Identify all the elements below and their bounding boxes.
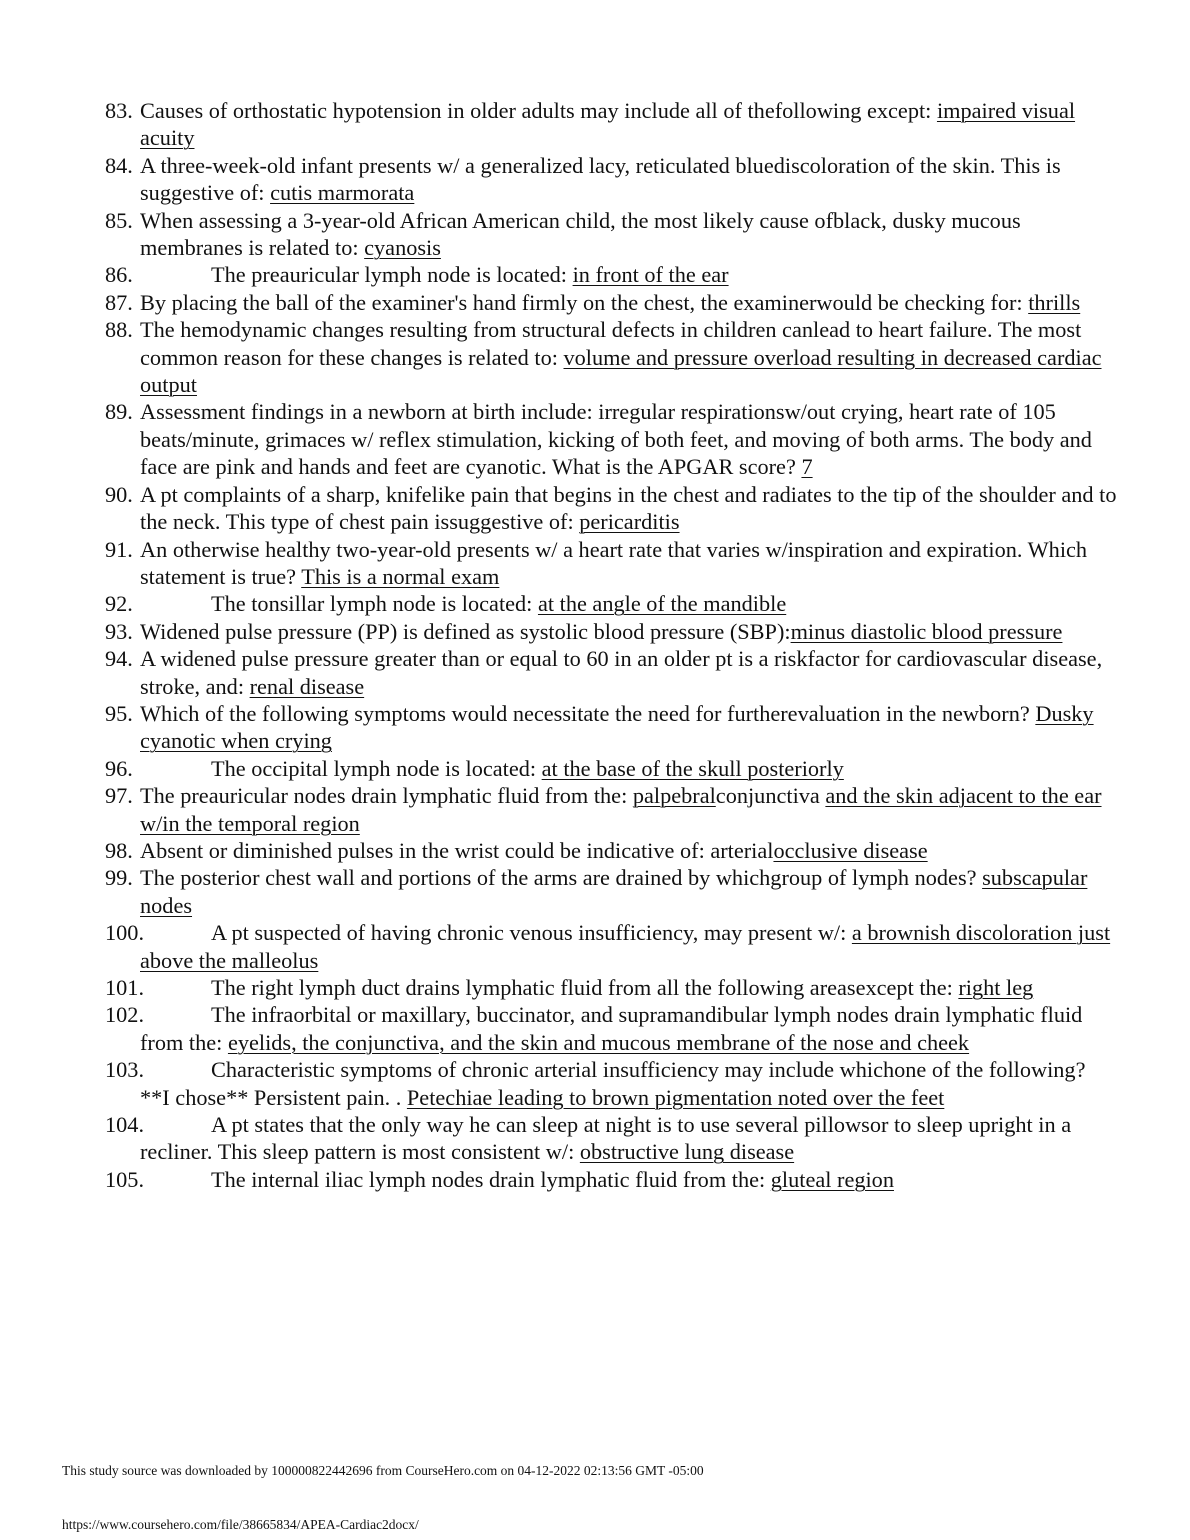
list-item xyxy=(105,152,1120,207)
list-item xyxy=(105,974,1120,1001)
answer-text: thrills xyxy=(1028,289,1081,315)
answer-text: occlusive disease xyxy=(773,837,928,863)
question-text xyxy=(140,701,1094,753)
item-number: 85. xyxy=(105,207,133,233)
item-number: 84. xyxy=(105,152,133,178)
answer-text: cyanosis xyxy=(364,235,441,261)
question-body: The preauricular nodes drain lymphatic fluid from the: xyxy=(140,783,633,809)
answer-text: pericarditis xyxy=(579,509,680,535)
answer-text: This is a normal exam xyxy=(301,563,500,589)
answer-text-continued: and the skin adjacent to the ear w/in the temporal region xyxy=(140,783,1102,836)
question-body: The preauricular lymph node is located: xyxy=(211,262,573,288)
answer-text: volume and pressure overload resulting in decreased cardiac output xyxy=(140,344,1102,398)
question-body: A pt complaints of a sharp, knifelike pain that begins in the chest and radiates to the tip of the shoulder and to the neck. This type of chest pain issuggestive of: xyxy=(140,481,1117,535)
source-url: https://www.coursehero.com/file/38665834/APEA-Cardiac2docx/ xyxy=(62,1517,419,1532)
question-body: Causes of orthostatic hypotension in older adults may include all of thefollowing except: xyxy=(140,98,937,123)
item-number: 94. xyxy=(105,646,133,672)
answer-text: impaired visual acuity xyxy=(140,98,1076,151)
question-text xyxy=(140,317,1102,397)
question-body: A pt suspected of having chronic venous insufficiency, may present w/: xyxy=(211,920,852,946)
item-number: 101. xyxy=(105,975,145,1000)
item-number: 91. xyxy=(105,536,133,562)
item-number: 87. xyxy=(105,289,133,315)
list-item xyxy=(105,755,1120,782)
question-text xyxy=(140,783,1102,835)
question-text xyxy=(140,1001,1120,1056)
question-text xyxy=(140,290,1080,315)
question-text xyxy=(140,399,1092,479)
question-text xyxy=(140,482,1117,534)
item-number: 96. xyxy=(105,755,133,781)
question-text xyxy=(140,261,1120,288)
answer-text: a brownish discoloration just above the malleolus xyxy=(140,920,1111,973)
list-item xyxy=(105,618,1120,645)
download-notice: This study source was downloaded by 100000822442696 from CourseHero.com on 04-12-2022 02:13:56 GMT -05:00 xyxy=(62,1463,704,1478)
question-body: Characteristic symptoms of chronic arterial insufficiency may include whichone of the following? **I chose** Persistent pain. . xyxy=(140,1057,1086,1110)
question-text xyxy=(140,590,1120,617)
list-item xyxy=(105,864,1120,919)
answer-text: eyelids, the conjunctiva, and the skin and mucous membrane of the nose and cheek xyxy=(227,1029,970,1055)
question-body: The occipital lymph node is located: xyxy=(211,755,542,781)
item-number: 98. xyxy=(105,837,133,863)
question-text xyxy=(140,865,1087,917)
list-item xyxy=(105,1111,1120,1166)
question-body: Which of the following symptoms would necessitate the need for furtherevaluation in the newborn? xyxy=(140,700,1036,726)
question-body: A widened pulse pressure greater than or equal to 60 in an older pt is a riskfactor for cardiovascular disease, stroke, and: xyxy=(140,646,1103,699)
answer-text: cutis marmorata xyxy=(270,180,415,206)
question-text xyxy=(140,619,1062,644)
list-item xyxy=(105,590,1120,617)
question-text xyxy=(140,537,1087,589)
list-item xyxy=(105,481,1120,536)
question-text xyxy=(140,974,1120,1001)
item-number: 89. xyxy=(105,399,133,425)
list-item xyxy=(105,1001,1120,1056)
answer-text: renal disease xyxy=(249,673,365,699)
question-body: An otherwise healthy two-year-old presents w/ a heart rate that varies w/inspiration and expiration. Which statement is true? xyxy=(140,536,1088,589)
item-number: 93. xyxy=(105,618,133,644)
item-number: 102. xyxy=(105,1002,145,1028)
answer-text: 7 xyxy=(801,454,813,480)
question-body: The posterior chest wall and portions of the arms are drained by whichgroup of lymph nodes? xyxy=(140,865,983,891)
question-text xyxy=(140,153,1061,205)
question-body: Absent or diminished pulses in the wrist could be indicative of: arterial xyxy=(140,837,774,863)
item-number: 88. xyxy=(105,317,133,343)
list-item xyxy=(105,536,1120,591)
question-body: The tonsillar lymph node is located: xyxy=(211,591,538,617)
question-text xyxy=(140,755,1120,782)
question-list xyxy=(105,97,1120,1193)
question-body: The internal iliac lymph nodes drain lymphatic fluid from the: xyxy=(211,1166,771,1192)
question-body: The hemodynamic changes resulting from structural defects in children canlead to heart failure. The most common reason for these changes is related to: xyxy=(140,317,1082,370)
item-number: 97. xyxy=(105,783,133,809)
item-number: 104. xyxy=(105,1112,145,1138)
answer-text: Dusky cyanotic when crying xyxy=(140,700,1094,754)
question-body: A pt states that the only way he can sleep at night is to use several pillowsor to sleep upright in a recliner. This sleep pattern is most consistent w/: xyxy=(140,1112,1072,1165)
question-body: Assessment findings in a newborn at birth include: irregular respirationsw/out crying, heart rate of 105 beats/minute, grimaces w/ reflex stimulation, kicking of both feet, and moving of both arms. The body and face are pink and hands and feet are cyanotic. What is the APGAR score? xyxy=(140,399,1092,480)
answer-text: obstructive lung disease xyxy=(579,1139,795,1165)
answer-text: Petechiae leading to brown pigmentation noted over the feet xyxy=(406,1084,945,1110)
question-body: Widened pulse pressure (PP) is defined as systolic blood pressure (SBP): xyxy=(140,618,791,644)
item-number: 90. xyxy=(105,481,133,507)
item-number: 86. xyxy=(105,262,133,288)
list-item xyxy=(105,700,1120,755)
item-number: 105. xyxy=(105,1166,145,1192)
answer-text: palpebral xyxy=(632,783,716,809)
list-item xyxy=(105,1166,1120,1193)
question-body: By placing the ball of the examiner's hand firmly on the chest, the examinerwould be checking for: xyxy=(140,289,1029,315)
answer-text: gluteal region xyxy=(770,1166,894,1192)
answer-text: minus diastolic blood pressure xyxy=(790,618,1063,644)
question-body-continued: conjunctiva xyxy=(715,783,826,809)
item-number: 83. xyxy=(105,98,133,123)
item-number: 99. xyxy=(105,865,133,891)
question-body: A three-week-old infant presents w/ a generalized lacy, reticulated bluediscoloration of the skin. This is suggestive of: xyxy=(140,152,1061,206)
item-number: 103. xyxy=(105,1057,145,1083)
question-text xyxy=(140,1111,1120,1166)
question-text xyxy=(140,1056,1120,1111)
list-item xyxy=(105,289,1120,316)
list-item xyxy=(105,782,1120,837)
list-item xyxy=(105,837,1120,864)
list-item xyxy=(105,316,1120,398)
item-number: 92. xyxy=(105,591,133,617)
question-text xyxy=(140,919,1120,974)
list-item xyxy=(105,919,1120,974)
answer-text: at the angle of the mandible xyxy=(537,591,787,617)
question-text xyxy=(140,838,928,863)
question-body: The right lymph duct drains lymphatic fluid from all the following areasexcept the: xyxy=(211,975,959,1000)
answer-text: in front of the ear xyxy=(572,262,729,288)
list-item xyxy=(105,1056,1120,1111)
question-text xyxy=(140,208,1021,260)
question-body: The infraorbital or maxillary, buccinator, and supramandibular lymph nodes drain lymphatic fluid from the: xyxy=(140,1002,1083,1055)
item-number: 100. xyxy=(105,920,145,946)
question-text xyxy=(140,98,1075,150)
answer-text: at the base of the skull posteriorly xyxy=(541,755,844,781)
question-text xyxy=(140,1166,1120,1193)
item-number: 95. xyxy=(105,700,133,726)
list-item xyxy=(105,261,1120,288)
list-item xyxy=(105,398,1120,480)
answer-text: right leg xyxy=(958,975,1034,1000)
list-item xyxy=(105,207,1120,262)
question-text xyxy=(140,646,1102,698)
list-item xyxy=(105,645,1120,700)
question-body: When assessing a 3-year-old African American child, the most likely cause ofblack, dusky mucous membranes is related to: xyxy=(140,207,1021,261)
list-item xyxy=(105,97,1120,152)
answer-text: subscapular nodes xyxy=(140,865,1088,918)
